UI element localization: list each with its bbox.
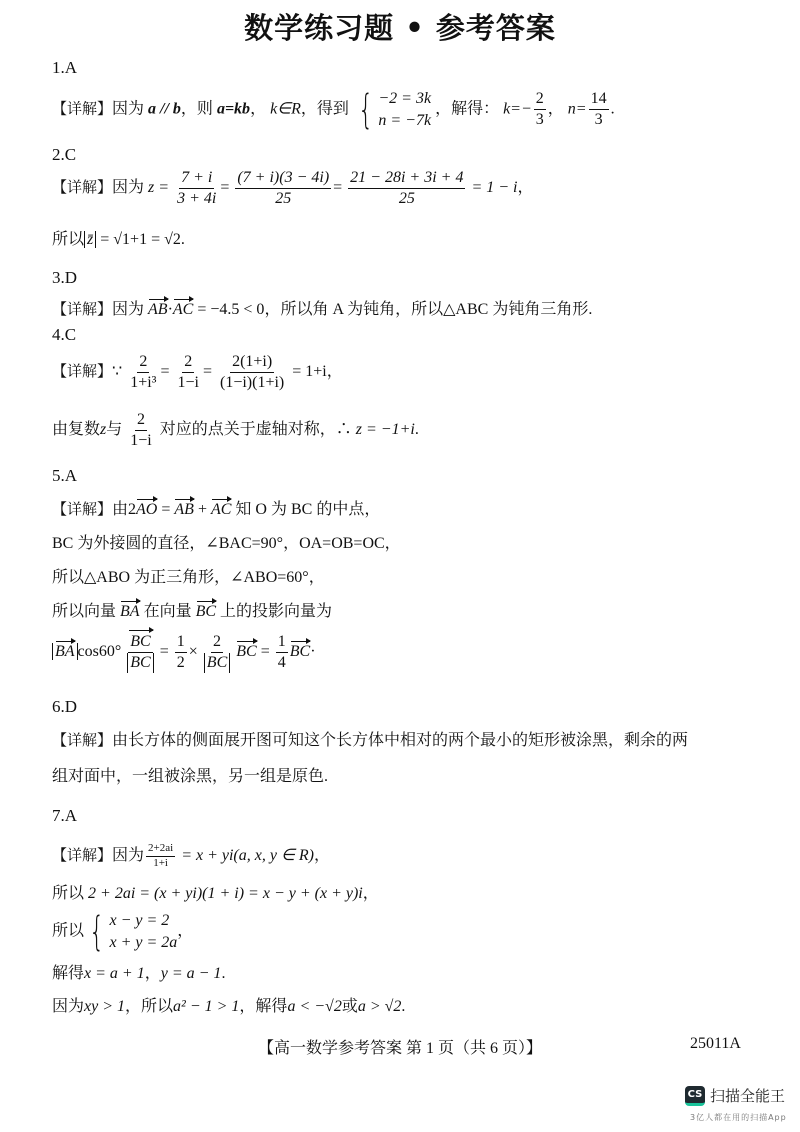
answer-5-detail: 【详解】由2AO = AB + AC 知 O 为 BC 的中点，: [52, 500, 381, 518]
answer-4-detail-line-2: 由复数z与 $\frac{2}{1-i}$ 对应的点关于虚轴对称，∴ z = −1+i.: [52, 411, 419, 449]
fraction: $\frac{1}{2}$: [176, 633, 185, 671]
page-title: 数学练习题 • 参考答案: [244, 11, 556, 45]
watermark-tagline: 3亿人都在用的扫描App: [690, 1113, 787, 1122]
scanner-watermark: [685, 1085, 785, 1106]
answer-7-detail-line-5: 因为xy > 1，所以a² − 1 > 1，解得a < −√2或a > √2.: [52, 998, 406, 1015]
fraction: $\frac{2}{BC}$: [204, 632, 230, 673]
paper-code: 25011A: [690, 1035, 741, 1052]
camscanner-logo-icon: CS: [685, 1086, 705, 1106]
fraction: $\frac{2}{1-i}$: [130, 411, 152, 449]
answer-6-detail-line-2: 组对面中，一组被涂黑，另一组是原色.: [52, 768, 329, 785]
answer-5-label: 5.A: [52, 466, 78, 485]
fraction: $\frac{2+2ai}{1+i}$: [148, 842, 174, 869]
answer-5-detail-line-2: BC 为外接圆的直径，∠BAC=90°，OA=OB=OC，: [52, 535, 401, 552]
answer-3-detail: 【详解】因为 AB·AC = −4.5 < 0，所以角 A 为钝角，所以△ABC 为钝角三角形.: [52, 300, 593, 318]
answer-7-detail-line-3: 所以 { x − y = 2 x + y = 2a ，: [52, 908, 194, 955]
answer-2-label: 2.C: [52, 145, 77, 164]
fraction: $\frac{BC}{BC}$: [127, 632, 153, 673]
answer-2-detail-line-2: 所以 z̄ = √1+1 = √2.: [52, 231, 185, 248]
fraction: $\frac{21 - 28i + 3i + 4}{25}$: [350, 169, 464, 207]
answer-7-detail-line-4: 解得x = a + 1，y = a − 1.: [52, 965, 226, 982]
detail-tag: 【详解】: [52, 99, 113, 118]
answer-3-label: 3.D: [52, 268, 78, 287]
answer-7-detail-line-2: 所以 2 + 2ai = (x + yi)(1 + i) = x − y + (x + y)i，: [52, 885, 379, 902]
page-footer: 【高一数学参考答案 第 1 页（共 6 页）】: [257, 1040, 542, 1057]
answer-1-label: 1.A: [52, 58, 78, 77]
answer-4-label: 4.C: [52, 325, 77, 344]
fraction: $\frac{2}{\text{1+i³}}$: [130, 353, 157, 391]
answer-6-label: 6.D: [52, 697, 78, 716]
answer-6-detail: 【详解】由长方体的侧面展开图可知这个长方体中相对的两个最小的矩形被涂黑，剩余的两: [52, 731, 689, 749]
fraction: $\frac{2}{1-i}$: [177, 353, 199, 391]
answer-5-detail-line-3: 所以△ABO 为正三角形，∠ABO=60°，: [52, 569, 325, 586]
fraction: $\frac{2}{3}$: [535, 90, 544, 129]
fraction: $\frac{1}{4}$: [277, 633, 286, 671]
answer-1-detail: 【详解】因为 a // b，则 a=kb， k∈R，得到 { −2 = 3k n = −7k ，解得： k=− $\frac{2}{3}$ ， n= $\frac{14}{3}$ .: [52, 86, 615, 133]
fraction: $\frac{14}{3}$: [590, 90, 607, 129]
fraction: $\frac{(7 + i)(3 - 4i)}{25}$: [237, 169, 330, 207]
fraction: $\frac{2(1+i)}{(1-i)(1+i)}$: [220, 353, 285, 391]
equation-system: { −2 = 3k n = −7k: [357, 86, 432, 133]
answer-5-detail-line-5: BA cos60° $\frac{BC}{BC}$ = $\frac{1}{2}$ × $\frac{2}{BC}$ BC = $\frac{1}{4}$ BC·: [52, 632, 316, 673]
answer-4-detail: 【详解】∵ $\frac{2}{\text{1+i³}}$ = $\frac{2}{1-i}$ = $\frac{2(1+i)}{(1-i)(1+i)}$ = 1+i，: [52, 353, 343, 391]
answer-2-detail: 【详解】因为 z = $\frac{7 + i}{3 + 4i}$ = $\frac{(7 + i)(3 - 4i)}{25}$ = $\frac{21 - 28i + 3i + 4}{25}$ = 1 − i，: [52, 169, 534, 207]
answer-5-detail-line-4: 所以向量 BA 在向量 BC 上的投影向量为: [52, 603, 333, 620]
watermark-app-name: 扫描全能王: [710, 1087, 786, 1105]
answer-7-detail: 【详解】因为 $\frac{2+2ai}{1+i}$ = x + yi(a, x, y ∈ R)，: [52, 842, 331, 869]
answer-7-label: 7.A: [52, 806, 78, 825]
fraction: $\frac{7 + i}{3 + 4i}$: [177, 169, 217, 207]
